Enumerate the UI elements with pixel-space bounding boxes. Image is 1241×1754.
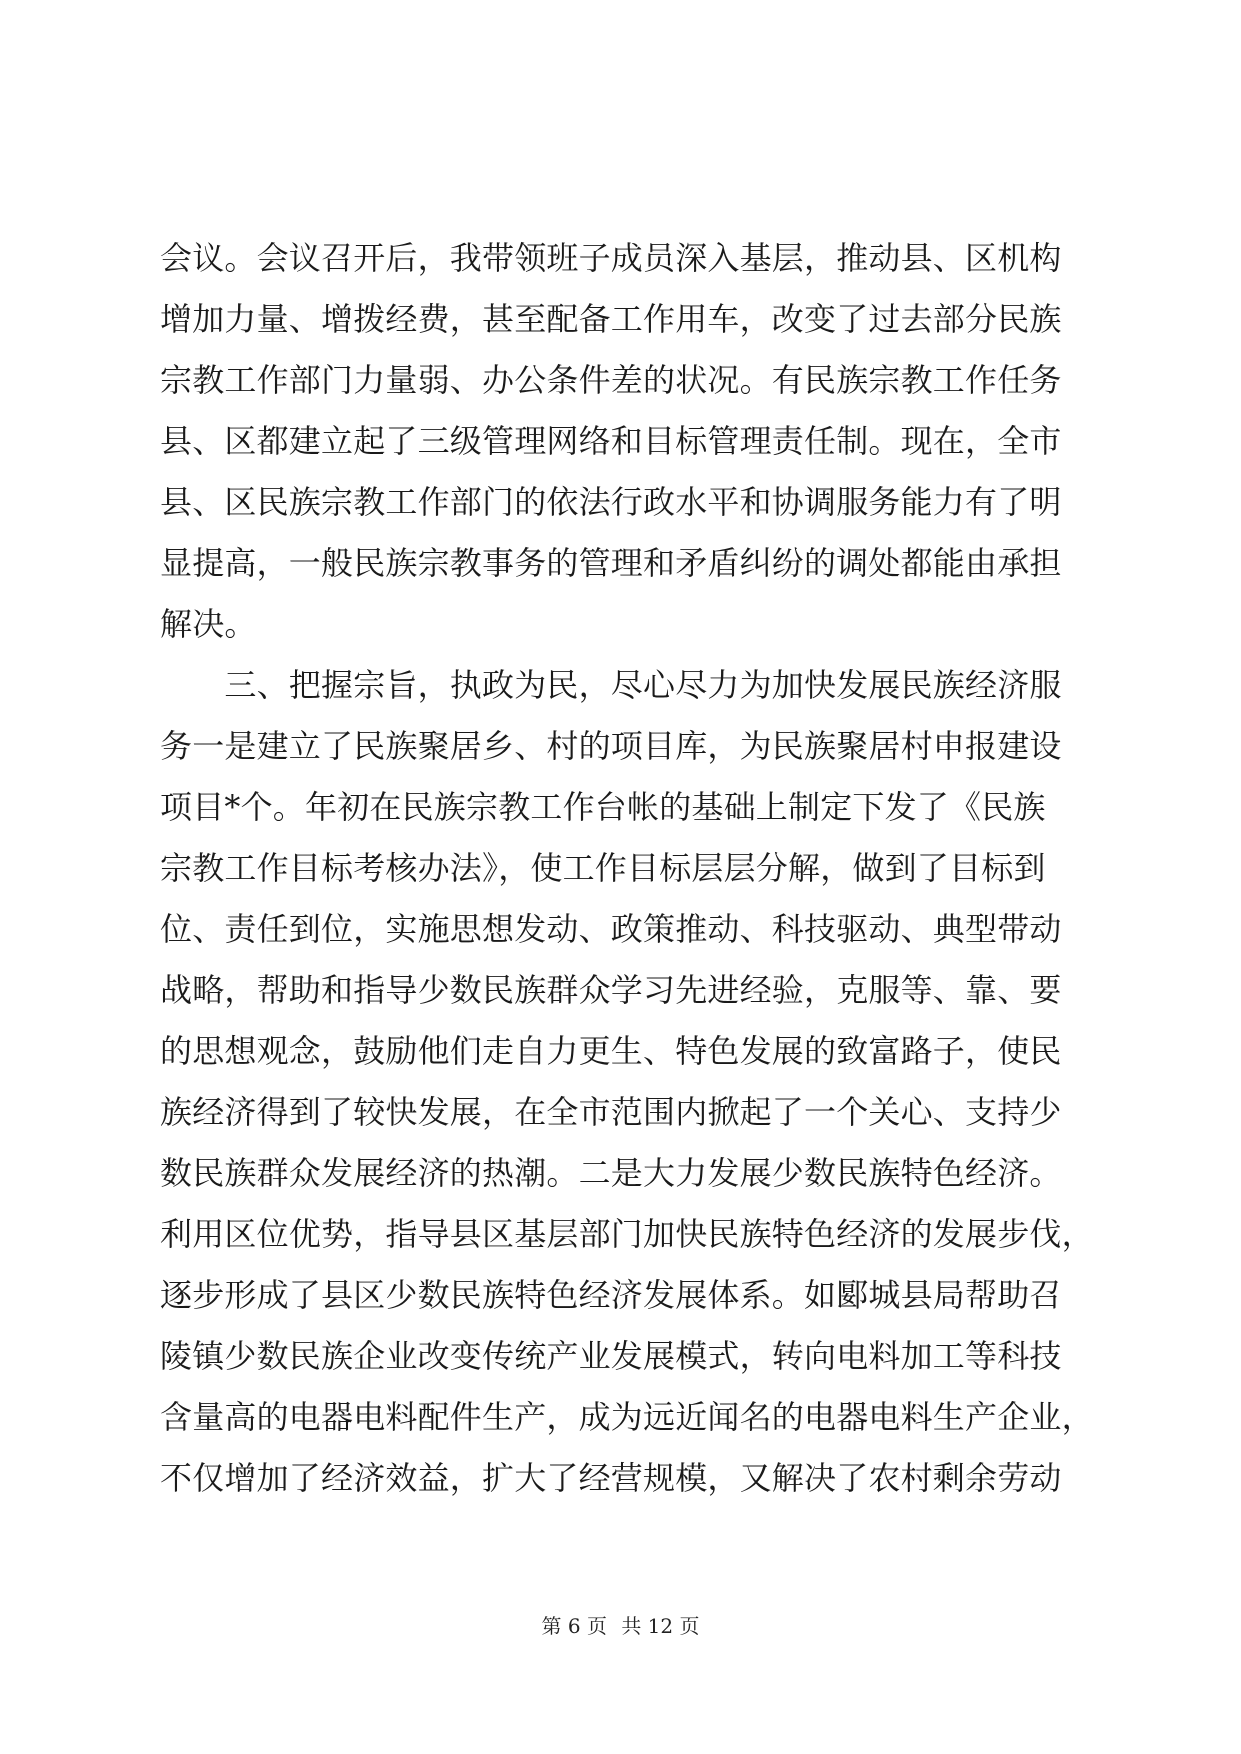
text-line: 项目*个。年初在民族宗教工作台帐的基础上制定下发了《民族 — [160, 788, 1046, 826]
text-line: 会议。会议召开后，我带领班子成员深入基层，推动县、区机构 — [160, 239, 1062, 277]
text-line: 县、区民族宗教工作部门的依法行政水平和协调服务能力有了明 — [160, 483, 1062, 521]
text-line: 不仅增加了经济效益，扩大了经营规模，又解决了农村剩余劳动 — [160, 1459, 1062, 1497]
text-line: 陵镇少数民族企业改变传统产业发展模式，转向电料加工等科技 — [160, 1337, 1062, 1375]
document-body — [160, 228, 1094, 1509]
text-line: 增加力量、增拨经费，甚至配备工作用车，改变了过去部分民族 — [160, 300, 1062, 338]
page-number: 第 6 页 — [541, 1614, 607, 1638]
text-line: 务一是建立了民族聚居乡、村的项目库，为民族聚居村申报建设 — [160, 727, 1062, 765]
page-total: 共 12 页 — [621, 1614, 700, 1638]
page-footer — [0, 1612, 1241, 1640]
text-line: 利用区位优势，指导县区基层部门加快民族特色经济的发展步伐， — [160, 1215, 1094, 1253]
text-line: 战略，帮助和指导少数民族群众学习先进经验，克服等、靠、要 — [160, 971, 1062, 1009]
text-line: 位、责任到位，实施思想发动、政策推动、科技驱动、典型带动 — [160, 910, 1062, 948]
text-line: 含量高的电器电料配件生产，成为远近闻名的电器电料生产企业， — [160, 1398, 1094, 1436]
text-line: 三、把握宗旨，执政为民，尽心尽力为加快发展民族经济服 — [160, 666, 1062, 704]
text-line: 解决。 — [160, 605, 257, 643]
text-line: 县、区都建立起了三级管理网络和目标管理责任制。现在，全市 — [160, 422, 1062, 460]
text-line: 宗教工作目标考核办法》，使工作目标层层分解，做到了目标到 — [160, 849, 1046, 887]
text-line: 宗教工作部门力量弱、办公条件差的状况。有民族宗教工作任务 — [160, 361, 1062, 399]
text-line: 逐步形成了县区少数民族特色经济发展体系。如郾城县局帮助召 — [160, 1276, 1062, 1314]
text-line: 的思想观念，鼓励他们走自力更生、特色发展的致富路子，使民 — [160, 1032, 1062, 1070]
text-line: 族经济得到了较快发展，在全市范围内掀起了一个关心、支持少 — [160, 1093, 1062, 1131]
text-line: 数民族群众发展经济的热潮。二是大力发展少数民族特色经济。 — [160, 1154, 1062, 1192]
text-line: 显提高，一般民族宗教事务的管理和矛盾纠纷的调处都能由承担 — [160, 544, 1062, 582]
